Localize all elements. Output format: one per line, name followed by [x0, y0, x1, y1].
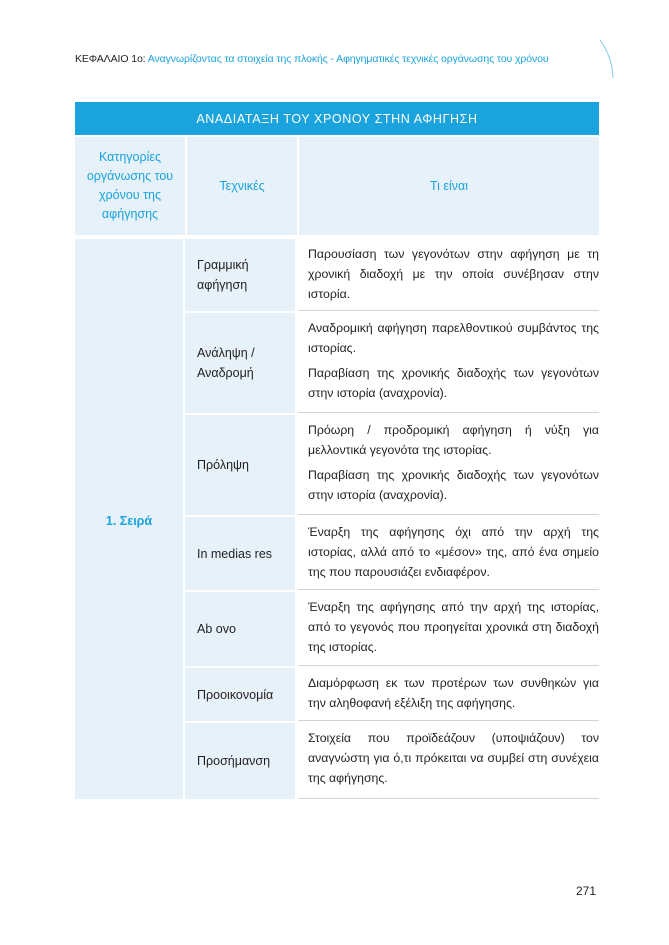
table-row [185, 723, 599, 799]
page-number: 271 [576, 884, 597, 898]
category-label: 1. Σειρά [105, 514, 153, 528]
table-row [185, 517, 599, 590]
table-header-row [75, 137, 599, 235]
table-row [185, 592, 599, 666]
chapter-label: ΚΕΦΑΛΑΙΟ 1ο: [75, 53, 146, 65]
table-body [75, 239, 599, 799]
description-cell: Διαμόρφωση εκ των προτέρων των συνθηκών για την αληθοφανή εξέλιξη της αφήγησης. [298, 668, 599, 721]
header-curve-decoration [598, 38, 618, 80]
description-cell: Έναρξη της αφήγησης από την αρχή της ιστορίας, από το γεγονός που προηγείται χρονικά στη διαδοχή της ιστορίας. [298, 592, 599, 666]
running-header [75, 53, 615, 65]
chapter-subtitle: Αναγνωρίζοντας τα στοιχεία της πλοκής - Αφηγηματικές τεχνικές οργάνωσης του χρόνου [147, 53, 549, 65]
technique-cell: Προοικονομία [185, 668, 295, 721]
description-cell: Παρουσίαση των γεγονότων στην αφήγηση με τη χρονική διαδοχή με την οποία συνέβησαν στην ιστορία. [298, 239, 599, 311]
table-title: ΑΝΑΔΙΑΤΑΞΗ ΤΟΥ ΧΡΟΝΟΥ ΣΤΗΝ ΑΦΗΓΗΣΗ [75, 102, 599, 135]
technique-cell: Ανάληψη / Αναδρομή [185, 313, 295, 413]
table-row [185, 668, 599, 721]
description-cell: Έναρξη της αφήγησης όχι από την αρχή της ιστορίας, αλλά από το «μέσον» της, από ένα σημείο της που παρουσιάζει ενδιαφέρον. [298, 517, 599, 590]
header-what: Τι είναι [299, 137, 599, 235]
technique-cell: In medias res [185, 517, 295, 590]
table-row [185, 313, 599, 413]
time-rearrangement-table [75, 102, 599, 799]
technique-cell: Πρόληψη [185, 415, 295, 515]
category-cell [75, 239, 183, 799]
header-techniques: Τεχνικές [187, 137, 297, 235]
description-cell: Στοιχεία που προϊδεάζουν (υποψιάζουν) τον αναγνώστη για ό,τι πρόκειται να συμβεί στη συνέχεια της αφήγησης. [298, 723, 599, 799]
table-row [185, 415, 599, 515]
description-cell: Αναδρομική αφήγηση παρελθοντικού συμβάντος της ιστορίας. Παραβίαση της χρονικής διαδοχής των γεγονότων στην ιστορία (αναχρονία). [298, 313, 599, 413]
technique-cell: Ab ovo [185, 592, 295, 666]
technique-cell: Γραμμική αφήγηση [185, 239, 295, 311]
description-cell: Πρόωρη / προδρομική αφήγηση ή νύξη για μελλοντικά γεγονότα της ιστορίας. Παραβίαση της χρονικής διαδοχής των γεγονότων στην ιστορία (αναχρονία). [298, 415, 599, 515]
table-row [185, 239, 599, 311]
header-categories: Κατηγορίες οργάνωσης του χρόνου της αφήγησης [75, 137, 185, 235]
technique-cell: Προσήμανση [185, 723, 295, 799]
